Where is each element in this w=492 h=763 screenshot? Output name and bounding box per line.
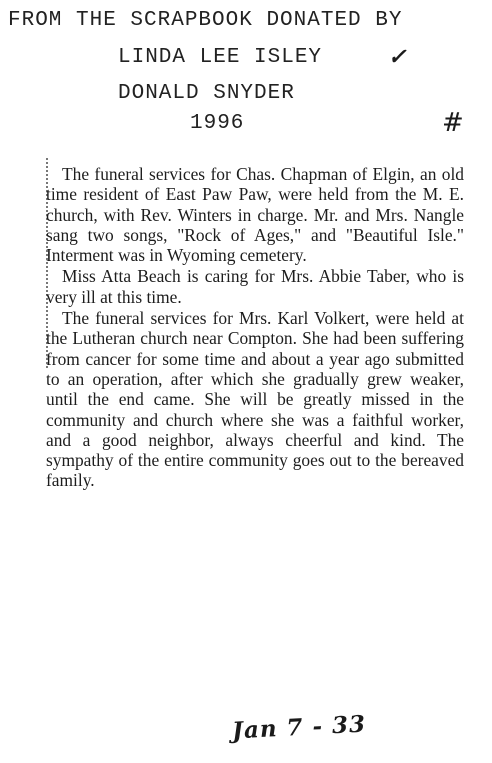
paragraph-volkert-funeral: The funeral services for Mrs. Karl Volkert, were held at the Lutheran church near Compton. She had been suffering from cancer for some time and about a year ago submitted to an operation, after which she gradually grew weaker, until the end came. She will be greatly missed in the community and church where she was a faithful worker, and a good neighbor, always cheerful and kind. The sympathy of the entire community goes out to the bereaved family. <box>46 308 464 491</box>
donor-name-2: DONALD SNYDER <box>118 82 295 105</box>
article-body <box>46 164 464 491</box>
header-title: FROM THE SCRAPBOOK DONATED BY <box>8 9 403 32</box>
handwritten-hash-mark: # <box>442 108 464 138</box>
newspaper-clipping <box>46 150 464 738</box>
handwritten-check-mark: ✓ <box>388 44 407 70</box>
donor-name-1: LINDA LEE ISLEY <box>118 46 323 69</box>
paragraph-atta-beach: Miss Atta Beach is caring for Mrs. Abbie Taber, who is very ill at this time. <box>46 266 464 307</box>
handwritten-date-note: Jan 7 - 33 <box>231 710 367 745</box>
header-year: 1996 <box>190 112 245 135</box>
paragraph-chapman-funeral: The funeral services for Chas. Chapman of Elgin, an old time resident of East Paw Paw, were held from the M. E. church, with Rev. Winters in charge. Mr. and Mrs. Nangle sang two songs, "Rock of Ages," and "Beautiful Isle." Interment was in Wyoming cemetery. <box>46 164 464 266</box>
